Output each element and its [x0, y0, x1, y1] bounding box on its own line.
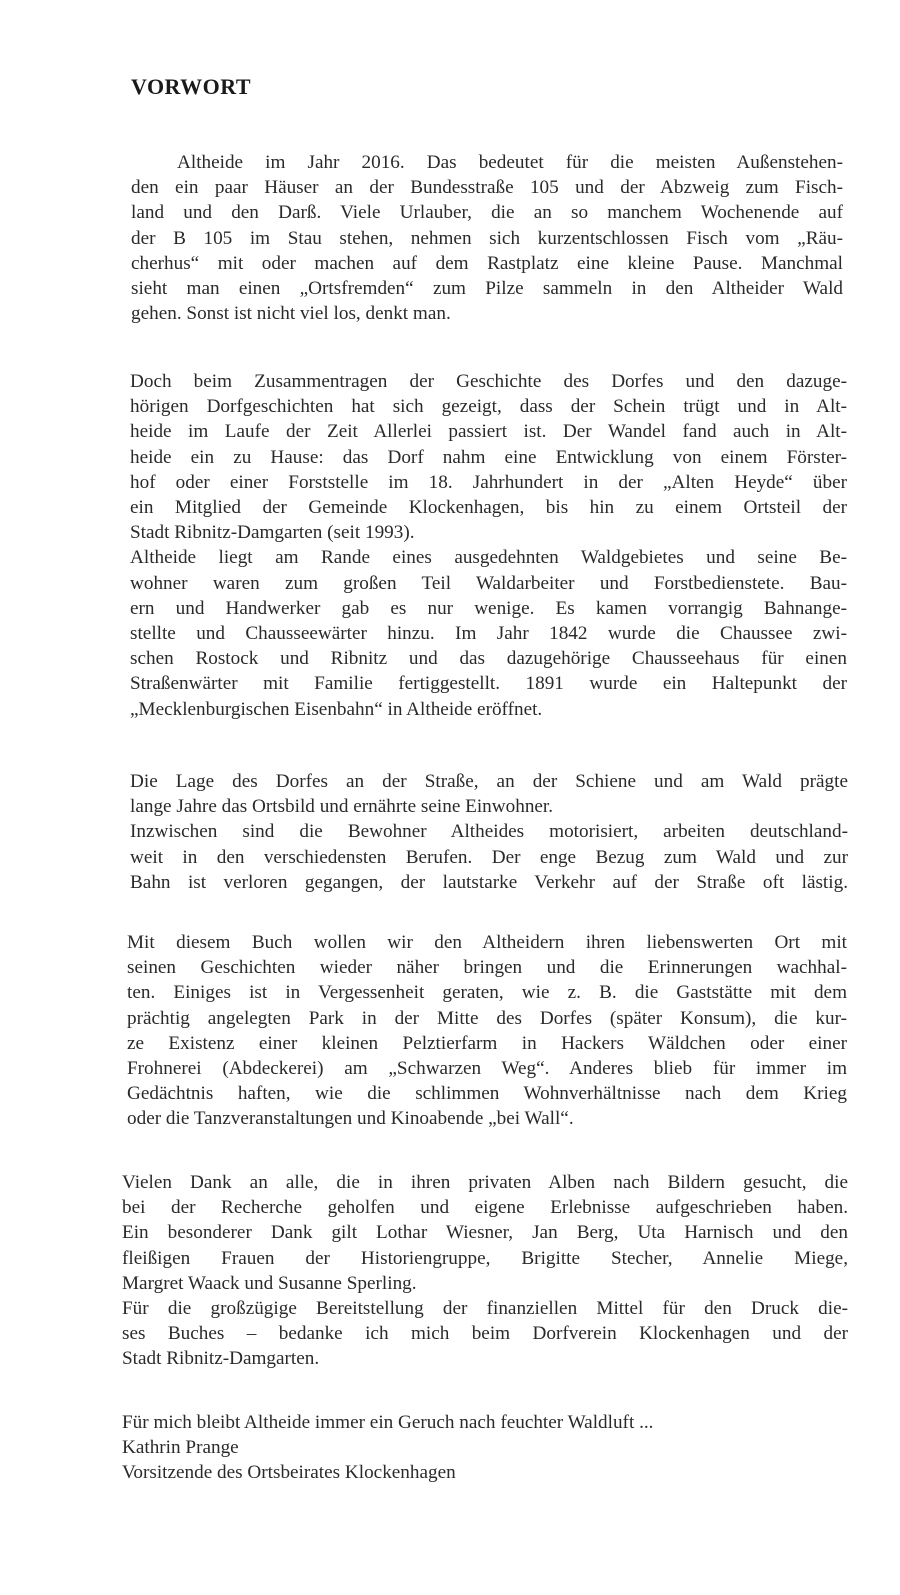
text-line: sieht man einen „Ortsfremden“ zum Pilze sammeln in den Altheider Wald	[131, 278, 843, 300]
text-line: ten. Einiges ist in Vergessenheit geraten, wie z. B. die Gaststätte mit dem	[127, 982, 847, 1004]
text-line: Bahn ist verloren gegangen, der lautstarke Verkehr auf der Straße oft lästig.	[130, 871, 848, 893]
text-line: wohner waren zum großen Teil Waldarbeiter und Forstbedienstete. Bau-	[130, 572, 847, 594]
text-line: Gedächtnis haften, wie die schlimmen Wohnverhältnisse nach dem Krieg	[127, 1083, 847, 1105]
paragraph-book-purpose	[127, 930, 847, 1132]
text-line: Inzwischen sind die Bewohner Altheides motorisiert, arbeiten deutschland-	[130, 821, 848, 843]
text-line: Straßenwärter mit Familie fertiggestellt. 1891 wurde ein Haltepunkt der	[130, 673, 847, 695]
paragraph-location	[130, 769, 848, 895]
text-line: „Mecklenburgischen Eisenbahn“ in Altheide eröffnet.	[130, 698, 543, 720]
text-line: cherhus“ mit oder machen auf dem Rastplatz eine kleine Pause. Manchmal	[131, 252, 843, 274]
text-line: seinen Geschichten wieder näher bringen und die Erinnerungen wachhal-	[127, 957, 847, 979]
text-line: fleißigen Frauen der Historiengruppe, Brigitte Stecher, Annelie Miege,	[122, 1247, 848, 1269]
text-line: ze Existenz einer kleinen Pelztierfarm in Hackers Wäldchen oder einer	[127, 1032, 847, 1054]
paragraph-history	[130, 369, 847, 722]
text-line: Frohnerei (Abdeckerei) am „Schwarzen Weg“. Anderes blieb für immer im	[127, 1058, 847, 1080]
text-line: ein Mitglied der Gemeinde Klockenhagen, bis hin zu einem Ortsteil der	[130, 497, 847, 519]
text-line: Doch beim Zusammentragen der Geschichte des Dorfes und den dazuge-	[130, 371, 847, 392]
text-line: gehen. Sonst ist nicht viel los, denkt man.	[131, 303, 451, 325]
text-line: stellte und Chausseewärter hinzu. Im Jahr 1842 wurde die Chaussee zwi-	[130, 623, 847, 645]
text-line: ern und Handwerker gab es nur wenige. Es kamen vorrangig Bahnange-	[130, 597, 847, 619]
paragraph-signature	[122, 1410, 848, 1486]
text-line: Stadt Ribnitz-Damgarten (seit 1993).	[130, 522, 415, 544]
paragraph-thanks	[122, 1170, 848, 1372]
text-line: land und den Darß. Viele Urlauber, die an so manchem Wochenende auf	[131, 202, 843, 224]
text-line: Mit diesem Buch wollen wir den Altheidern ihren liebenswerten Ort mit	[127, 932, 847, 953]
text-line: schen Rostock und Ribnitz und das dazugehörige Chausseehaus für einen	[130, 648, 847, 670]
text-line: heide ein zu Hause: das Dorf nahm eine Entwicklung von einem Förster-	[130, 446, 847, 468]
text-line: weit in den verschiedensten Berufen. Der enge Bezug zum Wald und zur	[130, 846, 848, 868]
text-line: Ein besonderer Dank gilt Lothar Wiesner, Jan Berg, Uta Harnisch und den	[122, 1222, 848, 1244]
text-line: Margret Waack und Susanne Sperling.	[122, 1272, 417, 1294]
text-line: Vielen Dank an alle, die in ihren privaten Alben nach Bildern gesucht, die	[122, 1172, 848, 1193]
text-line: hof oder einer Forststelle im 18. Jahrhundert in der „Alten Heyde“ über	[130, 471, 847, 493]
closing-line: Für mich bleibt Altheide immer ein Geruch nach feuchter Waldluft ...	[122, 1412, 654, 1433]
author-name: Kathrin Prange	[122, 1437, 239, 1459]
text-line: lange Jahre das Ortsbild und ernährte seine Einwohner.	[130, 796, 554, 818]
text-line: heide im Laufe der Zeit Allerlei passiert ist. Der Wandel fand auch in Alt-	[130, 421, 847, 443]
author-title: Vorsitzende des Ortsbeirates Klockenhagen	[122, 1462, 456, 1484]
text-line: der B 105 im Stau stehen, nehmen sich kurzentschlossen Fisch vom „Räu-	[131, 227, 843, 249]
text-line: Die Lage des Dorfes an der Straße, an der Schiene und am Wald prägte	[130, 771, 848, 792]
page-title: VORWORT	[131, 74, 252, 99]
text-line: prächtig angelegten Park in der Mitte des Dorfes (später Konsum), die kur-	[127, 1007, 847, 1029]
text-line: den ein paar Häuser an der Bundesstraße 105 und der Abzweig zum Fisch-	[131, 177, 843, 199]
text-line: Altheide liegt am Rande eines ausgedehnten Waldgebietes und seine Be-	[130, 547, 847, 569]
text-line: Stadt Ribnitz-Damgarten.	[122, 1348, 320, 1370]
paragraph-intro	[131, 150, 843, 326]
text-line: Für die großzügige Bereitstellung der finanziellen Mittel für den Druck die-	[122, 1298, 848, 1320]
text-line: Altheide im Jahr 2016. Das bedeutet für die meisten Außenstehen-	[177, 152, 843, 173]
text-line: ses Buches – bedanke ich mich beim Dorfverein Klockenhagen und der	[122, 1323, 848, 1345]
text-line: hörigen Dorfgeschichten hat sich gezeigt, dass der Schein trügt und in Alt-	[130, 396, 847, 418]
text-line: oder die Tanzveranstaltungen und Kinoabende „bei Wall“.	[127, 1108, 574, 1130]
text-line: bei der Recherche geholfen und eigene Erlebnisse aufgeschrieben haben.	[122, 1197, 848, 1219]
